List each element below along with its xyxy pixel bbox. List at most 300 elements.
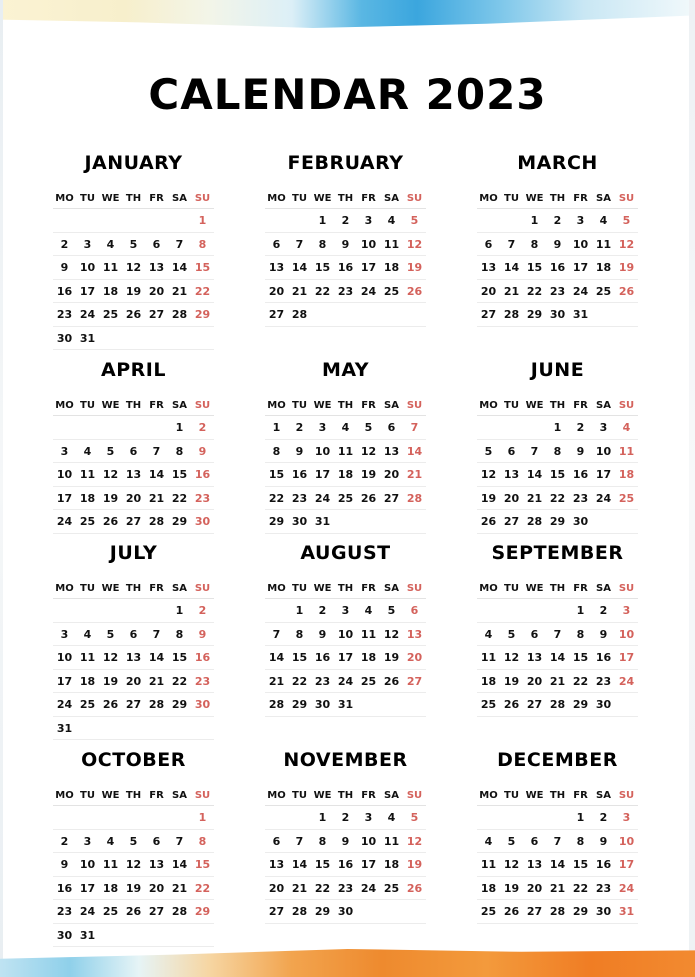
day-cell: 6 <box>530 834 539 848</box>
day-cell: 23 <box>337 881 354 895</box>
day-cell: 3 <box>364 214 373 227</box>
week-row <box>477 830 638 854</box>
empty-cell <box>380 693 403 716</box>
day-cell: 2 <box>599 604 608 617</box>
day-cell: 14 <box>291 858 308 871</box>
day-cell: 15 <box>194 261 211 274</box>
day-cell: 11 <box>102 858 119 871</box>
month-july <box>53 542 214 740</box>
weekday-label: SU <box>618 400 635 411</box>
day-cell: 19 <box>618 261 635 274</box>
day-cell: 19 <box>383 651 400 664</box>
weekday-header <box>53 397 214 416</box>
weekday-label: WE <box>313 583 332 594</box>
day-cell: 12 <box>102 651 119 664</box>
day-cell: 16 <box>595 858 612 871</box>
day-cell: 9 <box>295 444 304 458</box>
empty-cell <box>122 599 145 622</box>
weekday-label: FR <box>361 193 376 204</box>
day-cell: 25 <box>383 284 400 298</box>
day-cell: 5 <box>387 604 396 617</box>
week-row <box>53 327 214 351</box>
week-row <box>477 303 638 327</box>
empty-cell <box>99 717 122 740</box>
week-row <box>53 806 214 830</box>
week-row <box>265 510 426 534</box>
weekday-label: TU <box>80 193 95 204</box>
day-cell: 27 <box>125 515 142 528</box>
empty-cell <box>168 209 191 232</box>
day-cell: 4 <box>387 214 396 227</box>
week-row <box>53 487 214 511</box>
day-cell: 23 <box>572 491 589 505</box>
day-cell: 16 <box>337 858 354 871</box>
weekday-label: SU <box>194 790 211 801</box>
weekday-label: WE <box>101 583 120 594</box>
week-row <box>53 670 214 694</box>
day-cell: 6 <box>387 421 396 434</box>
day-cell: 21 <box>291 284 308 298</box>
empty-cell <box>403 693 426 716</box>
empty-cell <box>523 806 546 829</box>
day-cell: 3 <box>622 604 631 617</box>
month-january <box>53 152 214 350</box>
day-cell: 24 <box>79 308 96 321</box>
weekday-header <box>477 397 638 416</box>
day-cell: 22 <box>572 881 589 895</box>
day-cell: 5 <box>106 444 115 458</box>
day-cell: 25 <box>102 905 119 918</box>
weekday-header <box>53 190 214 209</box>
month-name: SEPTEMBER <box>491 542 624 564</box>
day-cell: 28 <box>406 491 423 505</box>
day-cell: 23 <box>56 308 73 321</box>
day-cell: 18 <box>360 651 377 664</box>
weekday-label: SA <box>384 790 399 801</box>
empty-cell <box>76 416 99 439</box>
weekday-label: FR <box>573 193 588 204</box>
day-cell: 16 <box>291 468 308 481</box>
bottom-brush-decoration <box>0 949 695 977</box>
day-cell: 6 <box>484 237 493 251</box>
day-cell: 18 <box>102 284 119 298</box>
weekday-label: FR <box>149 583 164 594</box>
week-row <box>477 900 638 924</box>
day-cell: 11 <box>79 651 96 664</box>
day-cell: 5 <box>622 214 631 227</box>
day-cell: 8 <box>318 834 327 848</box>
day-cell: 9 <box>341 237 350 251</box>
day-cell: 10 <box>56 651 73 664</box>
week-row <box>53 233 214 257</box>
day-cell: 16 <box>595 651 612 664</box>
day-cell: 26 <box>360 491 377 505</box>
day-cell: 22 <box>194 284 211 298</box>
day-cell: 19 <box>360 468 377 481</box>
empty-cell <box>403 900 426 923</box>
day-cell: 25 <box>618 491 635 505</box>
empty-cell <box>145 599 168 622</box>
weekday-label: TU <box>504 790 519 801</box>
weekday-label: SA <box>596 193 611 204</box>
day-cell: 17 <box>618 651 635 664</box>
day-cell: 27 <box>406 674 423 688</box>
week-row <box>477 280 638 304</box>
weekday-label: TU <box>292 790 307 801</box>
right-edge-shadow <box>689 0 695 977</box>
weekday-label: SA <box>172 400 187 411</box>
month-name: DECEMBER <box>497 749 618 771</box>
day-cell: 16 <box>572 468 589 481</box>
day-cell: 2 <box>318 604 327 617</box>
week-row <box>265 623 426 647</box>
weekday-label: FR <box>573 790 588 801</box>
week-row <box>265 806 426 830</box>
empty-cell <box>615 510 638 533</box>
day-cell: 15 <box>171 468 188 481</box>
week-row <box>53 623 214 647</box>
day-cell: 1 <box>553 421 562 434</box>
day-cell: 28 <box>526 515 543 528</box>
weekday-header <box>265 787 426 806</box>
day-cell: 6 <box>530 627 539 641</box>
day-cell: 5 <box>364 421 373 434</box>
month-april <box>53 359 214 534</box>
weekday-label: SU <box>618 790 635 801</box>
day-cell: 17 <box>360 261 377 274</box>
day-cell: 17 <box>56 491 73 505</box>
day-cell: 10 <box>79 261 96 274</box>
day-cell: 31 <box>572 308 589 321</box>
day-cell: 17 <box>79 284 96 298</box>
week-row <box>477 693 638 717</box>
empty-cell <box>357 900 380 923</box>
empty-cell <box>168 806 191 829</box>
day-cell: 21 <box>268 674 285 688</box>
day-cell: 19 <box>125 881 142 895</box>
day-cell: 29 <box>549 515 566 528</box>
weekday-label: WE <box>525 583 544 594</box>
day-cell: 29 <box>171 698 188 711</box>
day-cell: 30 <box>595 698 612 711</box>
empty-cell <box>615 303 638 326</box>
empty-cell <box>523 599 546 622</box>
month-december <box>477 749 638 924</box>
weekday-label: FR <box>149 400 164 411</box>
day-cell: 7 <box>553 834 562 848</box>
empty-cell <box>191 327 214 350</box>
day-cell: 6 <box>152 237 161 251</box>
week-row <box>477 877 638 901</box>
week-row <box>53 717 214 741</box>
day-cell: 2 <box>553 214 562 227</box>
day-cell: 20 <box>503 491 520 505</box>
empty-cell <box>99 209 122 232</box>
day-cell: 3 <box>83 237 92 251</box>
month-name: JUNE <box>530 359 585 381</box>
weekday-label: FR <box>573 583 588 594</box>
day-cell: 28 <box>291 308 308 321</box>
day-cell: 5 <box>507 627 516 641</box>
empty-cell <box>191 924 214 947</box>
weekday-label: MO <box>479 790 498 801</box>
day-cell: 7 <box>152 444 161 458</box>
weekday-header <box>265 190 426 209</box>
empty-cell <box>168 924 191 947</box>
day-cell: 9 <box>341 834 350 848</box>
week-row <box>53 209 214 233</box>
week-row <box>265 416 426 440</box>
day-cell: 15 <box>549 468 566 481</box>
day-cell: 16 <box>56 284 73 298</box>
week-row <box>53 853 214 877</box>
empty-cell <box>380 900 403 923</box>
empty-cell <box>477 806 500 829</box>
day-cell: 20 <box>125 491 142 505</box>
day-cell: 2 <box>60 834 69 848</box>
day-cell: 1 <box>198 214 207 227</box>
weekday-label: SU <box>194 583 211 594</box>
day-cell: 4 <box>341 421 350 434</box>
day-cell: 4 <box>106 834 115 848</box>
day-cell: 29 <box>526 308 543 321</box>
day-cell: 20 <box>526 674 543 688</box>
week-row <box>477 806 638 830</box>
day-cell: 20 <box>406 651 423 664</box>
week-row <box>265 487 426 511</box>
day-cell: 17 <box>618 858 635 871</box>
week-row <box>53 416 214 440</box>
day-cell: 10 <box>618 834 635 848</box>
day-cell: 1 <box>175 604 184 617</box>
day-cell: 11 <box>480 858 497 871</box>
day-cell: 19 <box>503 881 520 895</box>
day-cell: 29 <box>268 515 285 528</box>
weekday-label: MO <box>55 790 74 801</box>
day-cell: 14 <box>503 261 520 274</box>
day-cell: 31 <box>618 905 635 918</box>
weekday-label: SU <box>194 400 211 411</box>
day-cell: 7 <box>507 237 516 251</box>
day-cell: 1 <box>530 214 539 227</box>
day-cell: 20 <box>125 674 142 688</box>
day-cell: 15 <box>526 261 543 274</box>
day-cell: 30 <box>572 515 589 528</box>
empty-cell <box>99 924 122 947</box>
week-row <box>477 670 638 694</box>
weekday-label: SU <box>618 583 635 594</box>
day-cell: 18 <box>480 674 497 688</box>
day-cell: 3 <box>341 604 350 617</box>
month-february <box>265 152 426 327</box>
empty-cell <box>191 717 214 740</box>
day-cell: 18 <box>383 858 400 871</box>
day-cell: 17 <box>314 468 331 481</box>
day-cell: 15 <box>314 261 331 274</box>
empty-cell <box>500 806 523 829</box>
day-cell: 31 <box>79 331 96 345</box>
weekday-label: SA <box>384 193 399 204</box>
day-cell: 14 <box>268 651 285 664</box>
empty-cell <box>76 599 99 622</box>
weekday-label: TH <box>125 400 142 411</box>
day-cell: 9 <box>60 261 69 274</box>
week-row <box>265 900 426 924</box>
day-cell: 3 <box>83 834 92 848</box>
empty-cell <box>477 416 500 439</box>
day-cell: 9 <box>599 627 608 641</box>
weekday-label: WE <box>525 193 544 204</box>
day-cell: 2 <box>198 604 207 617</box>
month-name: OCTOBER <box>81 749 186 771</box>
weekday-label: SU <box>406 193 423 204</box>
day-cell: 22 <box>526 284 543 298</box>
week-row <box>265 599 426 623</box>
month-september <box>477 542 638 717</box>
week-row <box>265 256 426 280</box>
day-cell: 17 <box>572 261 589 274</box>
day-cell: 7 <box>410 421 419 434</box>
day-cell: 27 <box>148 905 165 918</box>
day-cell: 18 <box>595 261 612 274</box>
day-cell: 25 <box>383 881 400 895</box>
day-cell: 11 <box>360 627 377 641</box>
empty-cell <box>76 209 99 232</box>
day-cell: 20 <box>268 881 285 895</box>
weekday-label: TH <box>337 790 354 801</box>
day-cell: 22 <box>314 284 331 298</box>
day-cell: 7 <box>530 444 539 458</box>
day-cell: 9 <box>553 237 562 251</box>
day-cell: 26 <box>125 905 142 918</box>
week-row <box>53 900 214 924</box>
week-row <box>265 830 426 854</box>
day-cell: 3 <box>364 811 373 824</box>
weekday-label: TH <box>549 790 566 801</box>
weekday-label: WE <box>313 193 332 204</box>
day-cell: 3 <box>576 214 585 227</box>
weekday-label: FR <box>361 790 376 801</box>
empty-cell <box>357 693 380 716</box>
week-row <box>53 280 214 304</box>
day-cell: 22 <box>171 674 188 688</box>
weekday-header <box>265 397 426 416</box>
empty-cell <box>546 599 569 622</box>
day-cell: 23 <box>595 881 612 895</box>
day-cell: 15 <box>291 651 308 664</box>
day-cell: 13 <box>148 858 165 871</box>
page-title: CALENDAR 2023 <box>148 70 547 119</box>
day-cell: 21 <box>291 881 308 895</box>
day-cell: 26 <box>125 308 142 321</box>
day-cell: 10 <box>56 468 73 481</box>
month-may <box>265 359 426 534</box>
weekday-label: FR <box>149 790 164 801</box>
empty-cell <box>288 806 311 829</box>
day-cell: 6 <box>129 627 138 641</box>
day-cell: 13 <box>526 858 543 871</box>
weekday-label: TU <box>504 400 519 411</box>
empty-cell <box>592 303 615 326</box>
day-cell: 25 <box>102 308 119 321</box>
empty-cell <box>357 303 380 326</box>
day-cell: 13 <box>125 651 142 664</box>
weekday-label: TH <box>125 583 142 594</box>
day-cell: 15 <box>194 858 211 871</box>
day-cell: 11 <box>383 237 400 251</box>
weekday-label: SA <box>384 400 399 411</box>
empty-cell <box>403 303 426 326</box>
day-cell: 10 <box>337 627 354 641</box>
weekday-label: FR <box>361 583 376 594</box>
weekday-label: FR <box>573 400 588 411</box>
weekday-label: SU <box>406 583 423 594</box>
empty-cell <box>523 416 546 439</box>
day-cell: 11 <box>383 834 400 848</box>
left-edge-shadow <box>0 0 3 977</box>
week-row <box>53 599 214 623</box>
day-cell: 21 <box>171 284 188 298</box>
week-row <box>477 416 638 440</box>
weekday-label: SA <box>172 790 187 801</box>
day-cell: 15 <box>572 651 589 664</box>
day-cell: 7 <box>152 627 161 641</box>
weekday-label: SA <box>172 193 187 204</box>
weekday-label: MO <box>267 790 286 801</box>
day-cell: 26 <box>618 284 635 298</box>
empty-cell <box>500 209 523 232</box>
day-cell: 21 <box>171 881 188 895</box>
day-cell: 30 <box>56 928 73 942</box>
weekday-label: TU <box>292 583 307 594</box>
day-cell: 3 <box>318 421 327 434</box>
weekday-header <box>477 580 638 599</box>
weekday-label: TH <box>549 400 566 411</box>
day-cell: 1 <box>318 214 327 227</box>
day-cell: 27 <box>383 491 400 505</box>
day-cell: 13 <box>503 468 520 481</box>
day-cell: 14 <box>549 858 566 871</box>
empty-cell <box>145 924 168 947</box>
day-cell: 1 <box>295 604 304 617</box>
day-cell: 30 <box>194 698 211 711</box>
day-cell: 8 <box>295 627 304 641</box>
month-august <box>265 542 426 717</box>
week-row <box>265 693 426 717</box>
day-cell: 13 <box>268 858 285 871</box>
day-cell: 24 <box>314 491 331 505</box>
empty-cell <box>288 209 311 232</box>
day-cell: 18 <box>102 881 119 895</box>
day-cell: 4 <box>599 214 608 227</box>
day-cell: 27 <box>503 515 520 528</box>
empty-cell <box>99 599 122 622</box>
day-cell: 16 <box>194 651 211 664</box>
week-row <box>477 599 638 623</box>
day-cell: 7 <box>272 627 281 641</box>
empty-cell <box>592 510 615 533</box>
day-cell: 31 <box>79 928 96 942</box>
day-cell: 4 <box>106 237 115 251</box>
empty-cell <box>168 717 191 740</box>
weekday-header <box>53 787 214 806</box>
weekday-label: TU <box>504 193 519 204</box>
empty-cell <box>145 327 168 350</box>
month-march <box>477 152 638 327</box>
weekday-label: SU <box>194 193 211 204</box>
day-cell: 16 <box>314 651 331 664</box>
day-cell: 4 <box>387 811 396 824</box>
